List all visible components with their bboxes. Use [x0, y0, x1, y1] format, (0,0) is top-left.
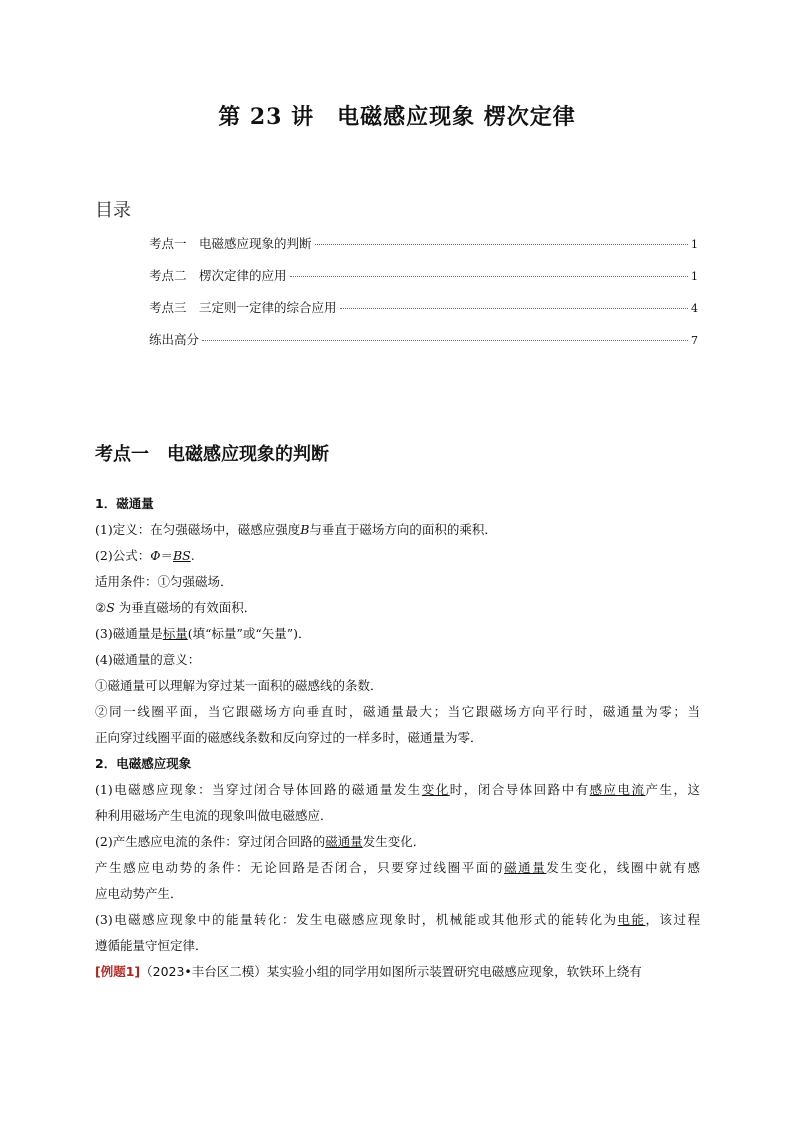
induction-p4-line-1: [95, 907, 700, 933]
text-run: 产生感应电动势的条件：无论回路是否闭合，只要穿过线圈平面的: [95, 860, 505, 875]
underlined-answer: 电能: [617, 912, 646, 927]
text-run: 与垂直于磁场方向的面积的乘积．: [309, 522, 497, 537]
induction-p4-line-2: 遵循能量守恒定律．: [95, 938, 208, 953]
toc-entry[interactable]: [149, 330, 698, 362]
text-run: 发生变化．: [362, 834, 426, 849]
table-of-contents: [149, 234, 698, 362]
flux-condition-2: [95, 595, 700, 621]
toc-entry-page: 1: [691, 238, 698, 251]
induction-p3-line-2: 应电动势产生．: [95, 886, 183, 901]
text-run: (3)磁通量是: [95, 626, 163, 641]
toc-entry[interactable]: [149, 298, 698, 330]
toc-leader-dots: [290, 276, 688, 277]
induction-p2: [95, 829, 700, 855]
text-run: ，该过程: [645, 912, 700, 927]
flux-meaning-1: ①磁通量可以理解为穿过某一面积的磁感线的条数．: [95, 678, 383, 693]
text-run: (1)电磁感应现象：当穿过闭合导体回路的磁通量发生: [95, 782, 422, 797]
flux-scalar: [95, 621, 700, 647]
section-body: [95, 491, 700, 985]
toc-leader-dots: [202, 340, 688, 341]
text-run: (3)电磁感应现象中的能量转化：发生电磁感应现象时，机械能或其他形式的能转化为: [95, 912, 618, 927]
underlined-answer: BS: [172, 548, 191, 563]
toc-entry-page: 4: [691, 302, 698, 315]
example-tag: [例题1]: [95, 964, 141, 979]
page-title: 第 23 讲 电磁感应现象 楞次定律: [218, 104, 576, 130]
toc-entry-page: 7: [691, 334, 698, 347]
toc-entry-label: 考点一 电磁感应现象的判断: [149, 236, 312, 251]
section-heading: 考点一 电磁感应现象的判断: [95, 444, 329, 465]
text-run: (填“标量”或“矢量”)．: [187, 626, 311, 641]
toc-heading: 目录: [95, 200, 131, 221]
text-run: (2)产生感应电流的条件：穿过闭合回路的: [95, 834, 326, 849]
text-run: ＝: [160, 548, 173, 563]
flux-condition-1: 适用条件：①匀强磁场．: [95, 574, 233, 589]
induction-p1-line-1: [95, 777, 700, 803]
toc-leader-dots: [315, 244, 688, 245]
text-run: ②: [95, 600, 107, 615]
example-1: [95, 959, 700, 985]
toc-entry[interactable]: [149, 234, 698, 266]
underlined-answer: 感应电流: [589, 782, 646, 797]
toc-leader-dots: [340, 308, 688, 309]
math-symbol: S: [106, 600, 115, 615]
flux-definition: [95, 517, 700, 543]
math-symbol: B: [300, 522, 310, 537]
example-text: （2023•丰台区二模）某实验小组的同学用如图所示装置研究电磁感应现象，软铁环上绕有: [140, 964, 642, 979]
text-run: (2)公式：: [95, 548, 151, 563]
toc-entry-label: 考点三 三定则一定律的综合应用: [149, 300, 337, 315]
underlined-answer: 磁通量: [504, 860, 547, 875]
text-run: 时，闭合导体回路中有: [449, 782, 590, 797]
flux-formula: [95, 543, 700, 569]
text-run: 产生，这: [645, 782, 700, 797]
flux-meaning: (4)磁通量的意义：: [95, 652, 201, 667]
toc-entry-label: 考点二 楞次定律的应用: [149, 268, 287, 283]
flux-meaning-2-line-2: 正向穿过线圈平面的磁感线条数和反向穿过的一样多时，磁通量为零．: [95, 730, 483, 745]
toc-entry-page: 1: [691, 270, 698, 283]
induction-p1-line-2: 种利用磁场产生电流的现象叫做电磁感应．: [95, 808, 333, 823]
toc-entry[interactable]: [149, 266, 698, 298]
subheading-induction: 2．电磁感应现象: [95, 756, 192, 771]
subheading-flux: 1．磁通量: [95, 496, 154, 511]
flux-meaning-2-line-1: ②同一线圈平面，当它跟磁场方向垂直时，磁通量最大；当它跟磁场方向平行时，磁通量为零；当: [95, 704, 700, 719]
induction-p3-line-1: [95, 855, 700, 881]
text-run: 为垂直磁场的有效面积．: [114, 600, 257, 615]
underlined-answer: 变化: [421, 782, 450, 797]
toc-entry-label: 练出高分: [149, 332, 200, 347]
text-run: (1)定义：在匀强磁场中，磁感应强度: [95, 522, 301, 537]
math-symbol: Φ: [150, 548, 161, 563]
text-run: .: [190, 548, 195, 563]
underlined-answer: 标量: [162, 626, 188, 641]
underlined-answer: 磁通量: [325, 834, 363, 849]
text-run: 发生变化，线圈中就有感: [546, 860, 700, 875]
